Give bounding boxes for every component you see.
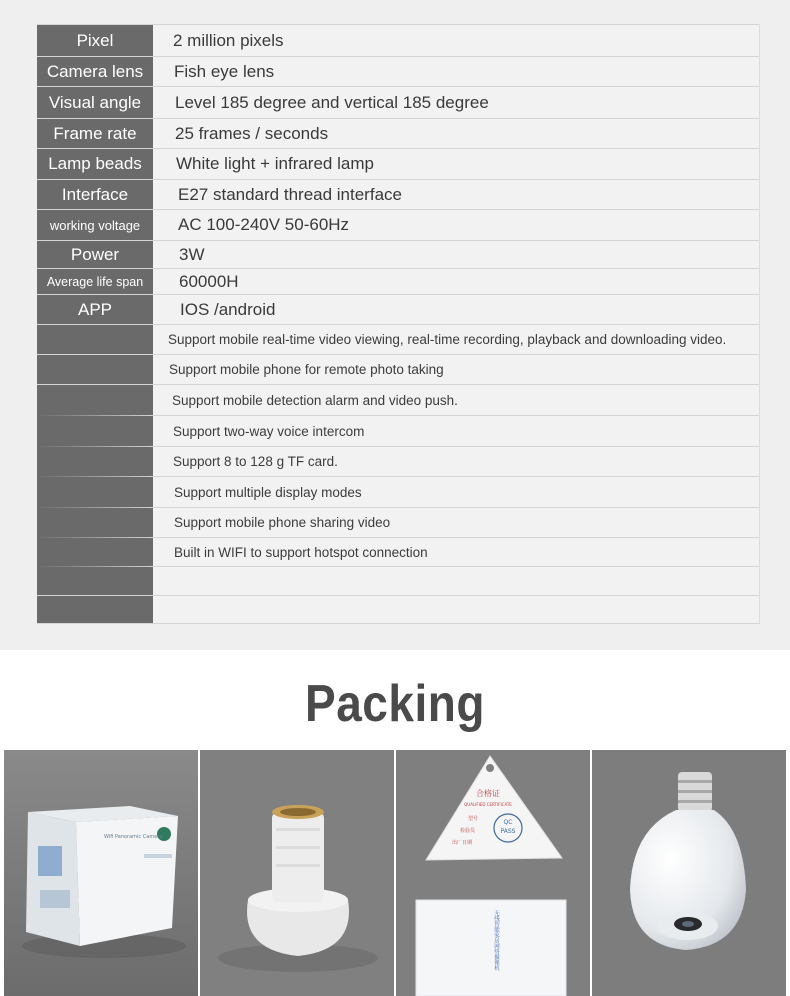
spec-label: APP	[37, 295, 153, 324]
packing-photo-strip	[0, 750, 790, 996]
feature-row-empty	[37, 595, 759, 623]
spec-label: Interface	[37, 180, 153, 209]
spec-value: E27 standard thread interface	[178, 184, 402, 204]
spec-label: Visual angle	[37, 87, 153, 118]
cert-title-en: QUALIFIED CERTIFICATE	[464, 802, 512, 807]
spec-value: IOS /android	[180, 299, 276, 319]
stamp-qc: QC	[503, 819, 513, 826]
spec-label: Lamp beads	[37, 149, 153, 179]
spec-row-visual-angle	[37, 86, 759, 118]
feature-text: Support mobile detection alarm and video push.	[172, 392, 458, 408]
photo-box	[4, 750, 198, 996]
feature-row	[37, 476, 759, 507]
spec-row-lamp-beads	[37, 148, 759, 179]
feature-text: Support 8 to 128 g TF card.	[173, 454, 338, 469]
spec-label: Power	[37, 241, 153, 268]
spec-row-frame-rate	[37, 118, 759, 148]
feature-text: Support multiple display modes	[174, 484, 362, 500]
stamp-pass: PASS	[500, 828, 516, 835]
feature-label-cell	[37, 596, 153, 623]
feature-row	[37, 507, 759, 537]
spec-value: 60000H	[179, 271, 239, 291]
feature-label-cell	[37, 355, 153, 384]
feature-row	[37, 354, 759, 384]
box-text: Wifi Panoramic Camera	[104, 834, 163, 840]
feature-row	[37, 446, 759, 476]
box-illustration	[4, 750, 198, 996]
spec-value: Level 185 degree and vertical 185 degree	[175, 92, 489, 112]
certificate-illustration	[396, 750, 590, 996]
manual-text: 无线智能家居网络摄像机	[493, 910, 499, 971]
spec-label: Frame rate	[37, 119, 153, 148]
spec-value: Fish eye lens	[174, 61, 275, 81]
feature-text: Built in WIFI to support hotspot connection	[174, 544, 428, 560]
spec-table	[37, 24, 760, 624]
spec-value: 2 million pixels	[173, 30, 284, 50]
socket-illustration	[200, 750, 394, 996]
spec-value: 3W	[179, 244, 205, 264]
feature-text: Support mobile real-time video viewing, real-time recording, playback and downloading video.	[168, 332, 727, 347]
spec-row-interface	[37, 179, 759, 209]
packing-title: Packing	[305, 673, 485, 733]
spec-label: working voltage	[37, 210, 153, 240]
cert-checker: 检验员	[460, 828, 476, 834]
photo-certificate	[396, 750, 590, 996]
feature-text: Support mobile phone for remote photo taking	[169, 362, 444, 377]
bulb-camera-illustration	[592, 750, 786, 996]
spec-row-power	[37, 240, 759, 268]
spec-value: White light + infrared lamp	[176, 154, 374, 173]
spec-row-camera-lens	[37, 56, 759, 86]
cert-model: 型号	[468, 816, 479, 822]
feature-label-cell	[37, 325, 153, 354]
feature-row	[37, 415, 759, 446]
spec-value: 25 frames / seconds	[175, 123, 329, 143]
feature-text: Support two-way voice intercom	[173, 423, 365, 439]
spec-label: Pixel	[37, 25, 153, 56]
feature-row	[37, 384, 759, 415]
feature-row	[37, 324, 759, 354]
spec-row-working-voltage	[37, 209, 759, 240]
spec-row-app	[37, 294, 759, 324]
spec-row-average-life-span	[37, 268, 759, 294]
spec-label: Average life span	[37, 269, 153, 294]
cert-title-cn: 合格证	[476, 789, 500, 798]
spec-row-pixel	[37, 24, 759, 56]
cert-date: 出厂日期	[452, 840, 473, 846]
feature-row	[37, 537, 759, 566]
photo-bulb-camera	[592, 750, 786, 996]
spec-label: Camera lens	[37, 57, 153, 86]
photo-socket	[200, 750, 394, 996]
feature-row-empty	[37, 566, 759, 595]
spec-value: AC 100-240V 50-60Hz	[178, 215, 350, 234]
feature-text: Support mobile phone sharing video	[174, 515, 391, 530]
